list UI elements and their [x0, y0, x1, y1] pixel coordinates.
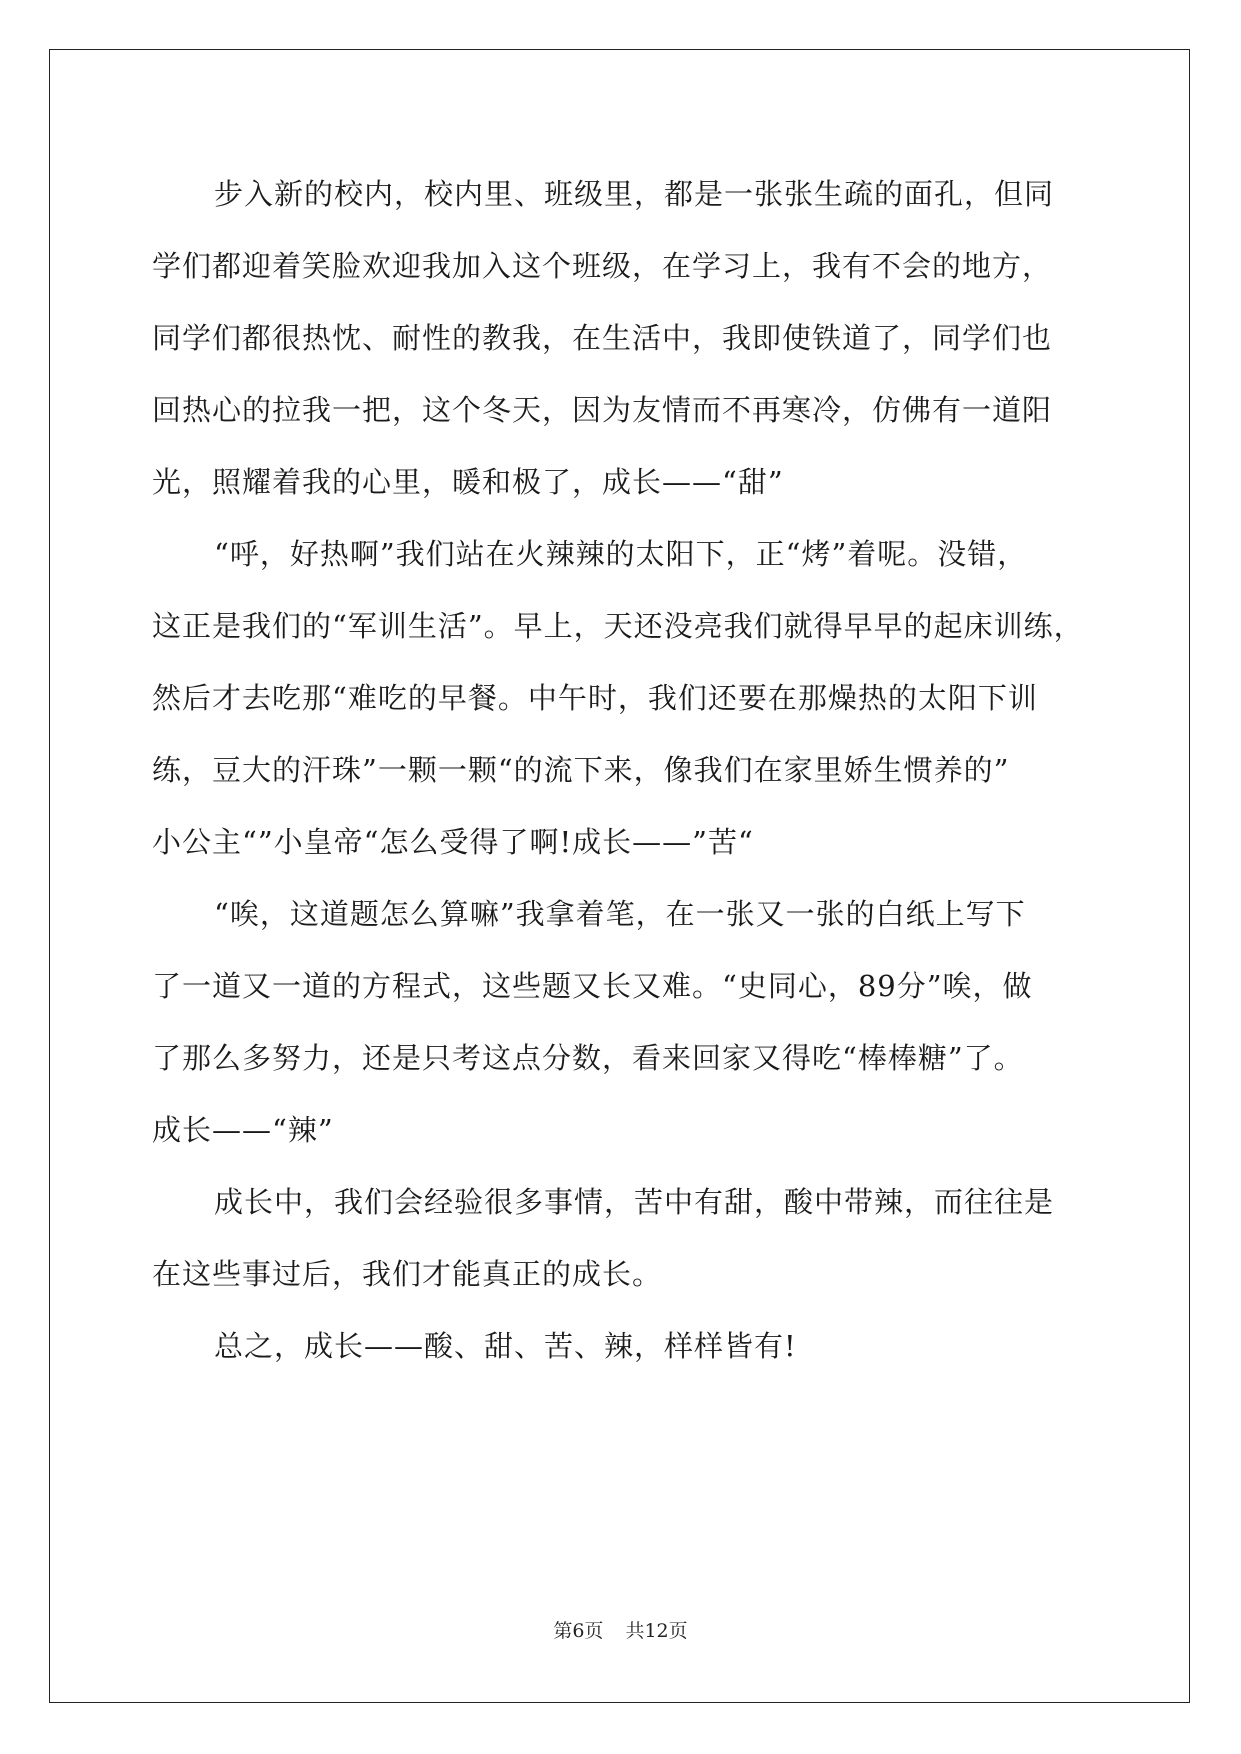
page-total: 共12页 [625, 1620, 688, 1642]
text-line: “唉，这道题怎么算嘛”我拿着笔，在一张又一张的白纸上写下 [214, 897, 1026, 931]
text-line: 成长——“辣” [152, 1113, 334, 1147]
text-line: 这正是我们的“军训生活”。早上，天还没亮我们就得早早的起床训练， [152, 609, 1084, 643]
text-line: 同学们都很热忱、耐性的教我，在生活中，我即使铁道了，同学们也 [152, 321, 1053, 355]
text-line: 回热心的拉我一把，这个冬天，因为友情而不再寒冷，仿佛有一道阳 [152, 393, 1053, 427]
text-line: 了一道又一道的方程式，这些题又长又难。“史同心，89分”唉，做 [152, 969, 1033, 1003]
text-line: 小公主“”小皇帝“怎么受得了啊!成长——”苦“ [152, 825, 754, 859]
text-line: 成长中，我们会经验很多事情，苦中有甜，酸中带辣，而往往是 [214, 1185, 1055, 1219]
text-line: 步入新的校内，校内里、班级里，都是一张张生疏的面孔，但同 [214, 177, 1055, 211]
text-line: 然后才去吃那“难吃的早餐。中午时，我们还要在那燥热的太阳下训 [152, 681, 1038, 715]
text-line: 光，照耀着我的心里，暖和极了，成长——“甜” [152, 465, 784, 499]
document-body [152, 158, 1092, 1382]
page-number: 第6页 [553, 1620, 604, 1642]
text-line: “呼，好热啊”我们站在火辣辣的太阳下，正“烤”着呢。没错， [214, 537, 1028, 571]
text-line: 在这些事过后，我们才能真正的成长。 [152, 1257, 663, 1291]
text-line: 练，豆大的汗珠”一颗一颗“的流下来，像我们在家里娇生惯养的” [152, 753, 1010, 787]
text-line: 了那么多努力，还是只考这点分数，看来回家又得吃“棒棒糖”了。 [152, 1041, 1024, 1075]
text-line: 学们都迎着笑脸欢迎我加入这个班级，在学习上，我有不会的地方， [152, 249, 1053, 283]
page-footer [0, 1616, 1241, 1643]
text-line: 总之，成长——酸、甜、苦、辣，样样皆有! [214, 1329, 797, 1363]
